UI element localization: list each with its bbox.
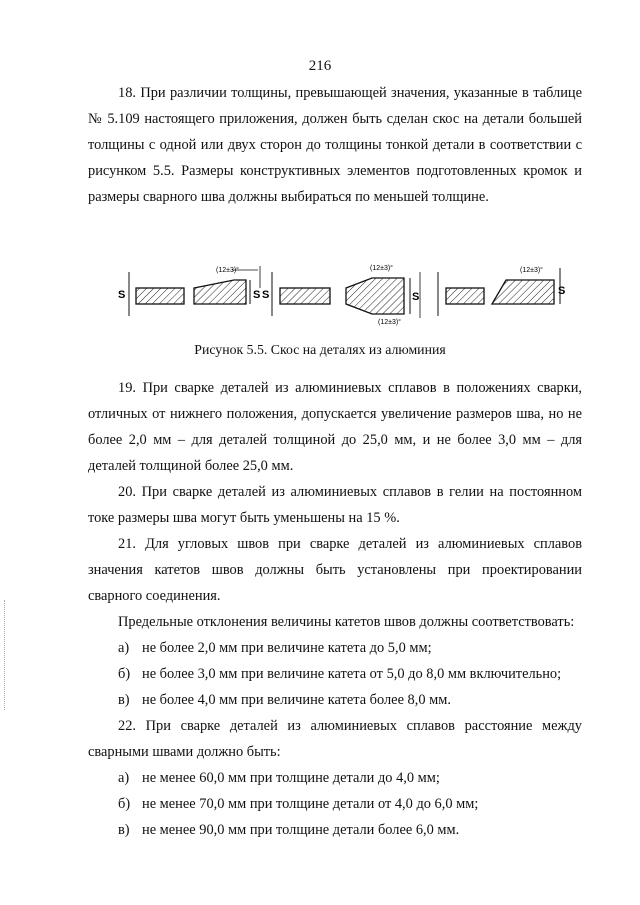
- paragraph-22: 22. При сварке деталей из алюминиевых сплавов расстояние между сварными швами должно быть:: [88, 718, 582, 760]
- figure-caption: Рисунок 5.5. Скос на деталях из алюминия: [194, 342, 446, 357]
- figure-pair-3: [438, 266, 565, 316]
- list-item: [118, 791, 588, 817]
- list-item-text: не более 2,0 мм при величине катета до 5,0 мм;: [142, 640, 432, 656]
- list-item: [118, 765, 588, 791]
- list-marker: б): [118, 796, 131, 812]
- beveled-plate-2: [346, 278, 404, 314]
- figure-bevel-diagram: [120, 258, 570, 328]
- list-marker: в): [118, 692, 130, 708]
- thin-plate-3: [446, 288, 484, 304]
- list-marker: а): [118, 770, 130, 786]
- list-marker: в): [118, 822, 130, 838]
- list-item: [118, 687, 588, 713]
- thin-plate-2: [280, 288, 330, 304]
- bevel-angle-2: (12±3)°: [370, 265, 393, 272]
- bevel-angle-1: (12±3)°: [216, 267, 239, 274]
- figure-pair-2: [262, 264, 420, 326]
- list-item-text: не менее 60,0 мм при толщине детали до 4,0 мм;: [142, 770, 440, 786]
- list-item: [118, 635, 588, 661]
- paragraph-21-intro: Предельные отклонения величины катетов швов должны соответствовать:: [118, 614, 575, 630]
- beveled-plate-3: [492, 280, 554, 304]
- list-marker: б): [118, 666, 131, 682]
- paragraph-19: 19. При сварке деталей из алюминиевых сплавов в положениях сварки, отличных от нижнего положения, допускается увеличение размеров шва, но не более 2,0 мм – для деталей толщиной до 25,0 мм, и не более 3,0 мм – для деталей толщиной более 25,0 мм.: [88, 380, 582, 474]
- list-marker: а): [118, 640, 130, 656]
- scan-edge-marks: [4, 600, 7, 710]
- paragraph-21: 21. Для угловых швов при сварке деталей из алюминиевых сплавов значения катетов швов должны быть установлены при проектировании сварного соединения.: [88, 536, 582, 604]
- thickness-label-s-5: S: [558, 285, 566, 297]
- list-item-text: не более 4,0 мм при величине катета более 8,0 мм.: [142, 692, 451, 708]
- thin-plate-1: [136, 288, 184, 304]
- thickness-label-s-3: S: [262, 289, 270, 301]
- thickness-label-s-4: S: [412, 291, 420, 303]
- bevel-angle-4: (12±3)°: [520, 267, 543, 274]
- list-item-text: не менее 90,0 мм при толщине детали более 6,0 мм.: [142, 822, 460, 838]
- list-item-text: не более 3,0 мм при величине катета от 5,0 до 8,0 мм включительно;: [142, 666, 562, 682]
- list-item-text: не менее 70,0 мм при толщине детали от 4,0 до 6,0 мм;: [142, 796, 479, 812]
- list-item: [118, 661, 588, 687]
- thickness-label-s-2: S: [253, 289, 261, 301]
- figure-pair-1: [118, 266, 260, 316]
- paragraph-20: 20. При сварке деталей из алюминиевых сплавов в гелии на постоянном токе размеры шва могут быть уменьшены на 15 %.: [88, 484, 582, 526]
- list-item: [118, 817, 588, 843]
- page-number: 216: [308, 58, 332, 74]
- bevel-angle-3: (12±3)°: [378, 319, 401, 326]
- thickness-label-s: S: [118, 289, 126, 301]
- paragraph-18: 18. При различии толщины, превышающей значения, указанные в таблице № 5.109 настоящего приложения, должен быть сделан скос на детали большей толщины с одной или двух сторон до толщины тонкой детали в соответствии с рисунком 5.5. Размеры конструктивных элементов подготовленных кромок и размеры сварного шва должны выбираться по меньшей толщине.: [88, 85, 582, 205]
- beveled-plate-1: [194, 280, 246, 304]
